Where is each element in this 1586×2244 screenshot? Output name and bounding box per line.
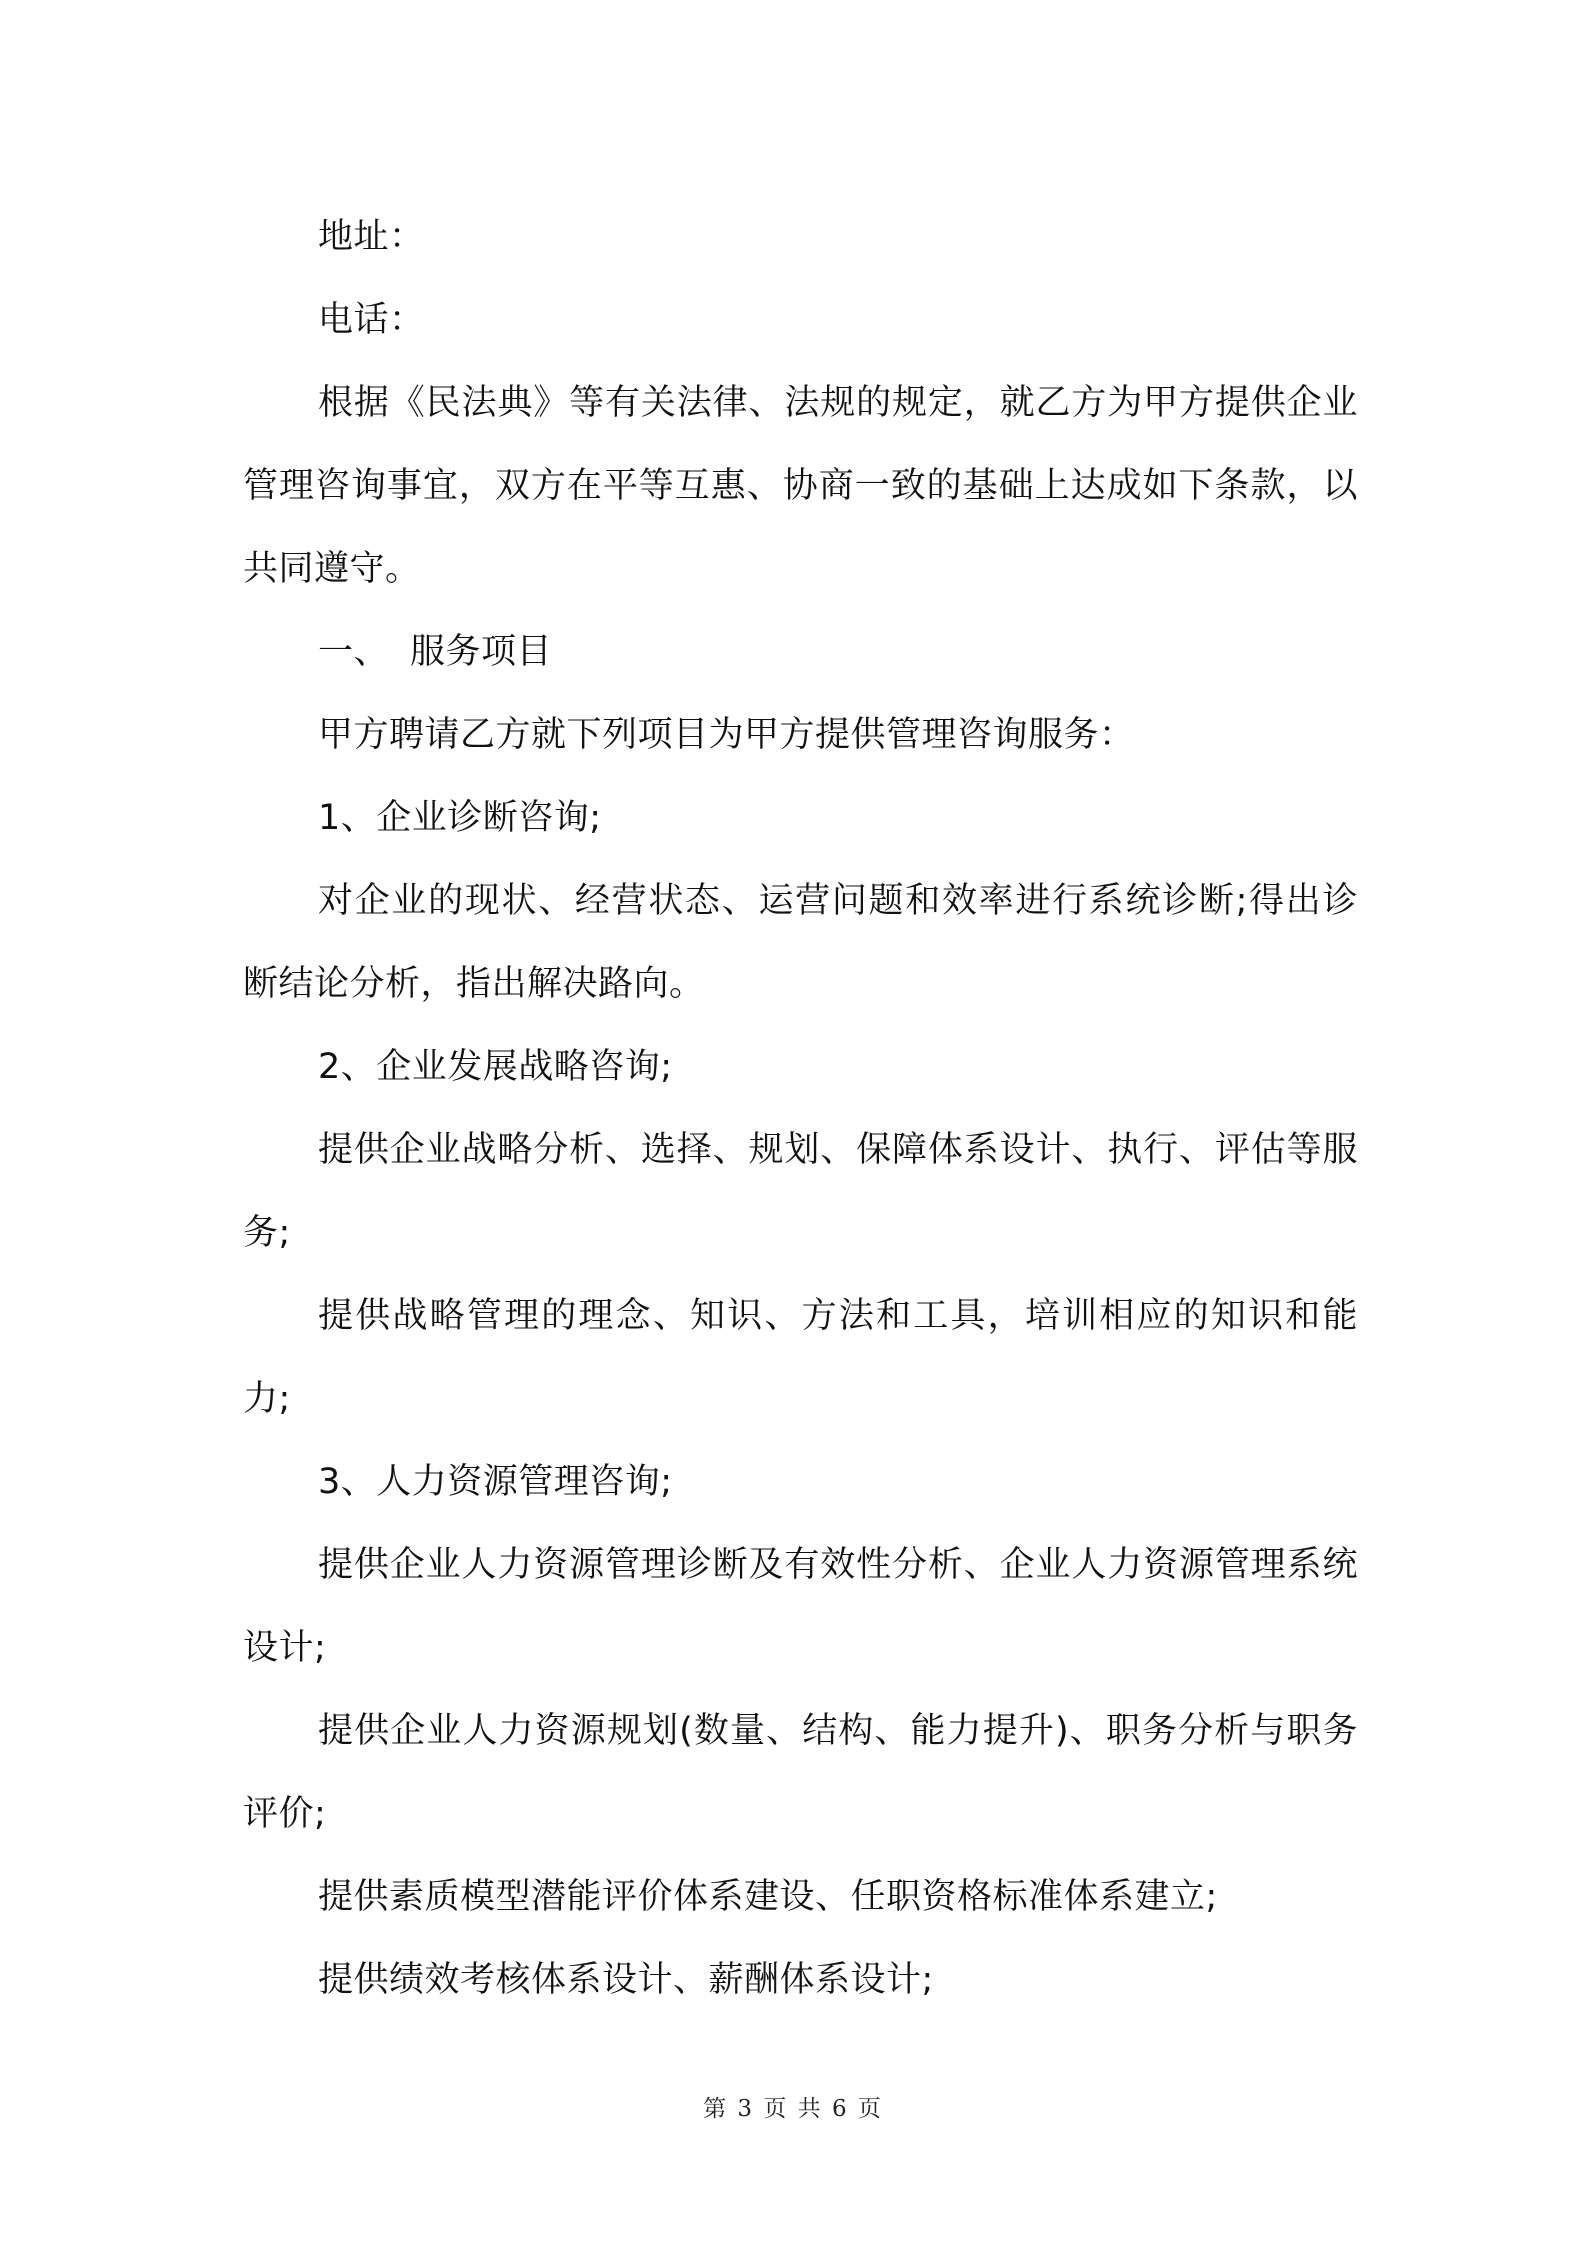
item-text: 提供绩效考核体系设计、薪酬体系设计; <box>318 1960 934 2000</box>
section-heading <box>243 611 1358 694</box>
item-title: 3、人力资源管理咨询; <box>318 1462 673 1502</box>
item-text: 提供素质模型潜能评价体系建设、任职资格标准体系建立; <box>318 1877 1218 1917</box>
address-label: 地址： <box>318 217 425 257</box>
page-number-footer: 第 3 页 共 6 页 <box>703 2096 883 2122</box>
section-number: 一、 <box>318 632 390 672</box>
item-title: 1、企业诊断咨询; <box>318 798 602 838</box>
item-text: 提供企业人力资源管理诊断及有效性分析、企业人力资源管理系统设计; <box>243 1545 1358 1668</box>
item-text: 对企业的现状、经营状态、运营问题和效率进行系统诊断;得出诊断结论分析，指出解决路向。 <box>243 881 1358 1004</box>
item-text: 提供企业战略分析、选择、规划、保障体系设计、执行、评估等服务; <box>243 1130 1358 1253</box>
intro-paragraph: 根据《民法典》等有关法律、法规的规定，就乙方为甲方提供企业管理咨询事宜，双方在平等互惠、协商一致的基础上达成如下条款，以共同遵守。 <box>243 383 1358 589</box>
item-title: 2、企业发展战略咨询; <box>318 1047 673 1087</box>
section-title: 服务项目 <box>410 632 553 672</box>
item-text: 提供企业人力资源规划(数量、结构、能力提升)、职务分析与职务评价; <box>243 1711 1358 1834</box>
item-text: 提供战略管理的理念、知识、方法和工具，培训相应的知识和能力; <box>243 1296 1358 1419</box>
section-intro: 甲方聘请乙方就下列项目为甲方提供管理咨询服务： <box>318 715 1135 755</box>
document-body <box>243 196 1358 2022</box>
phone-label: 电话： <box>318 300 425 340</box>
